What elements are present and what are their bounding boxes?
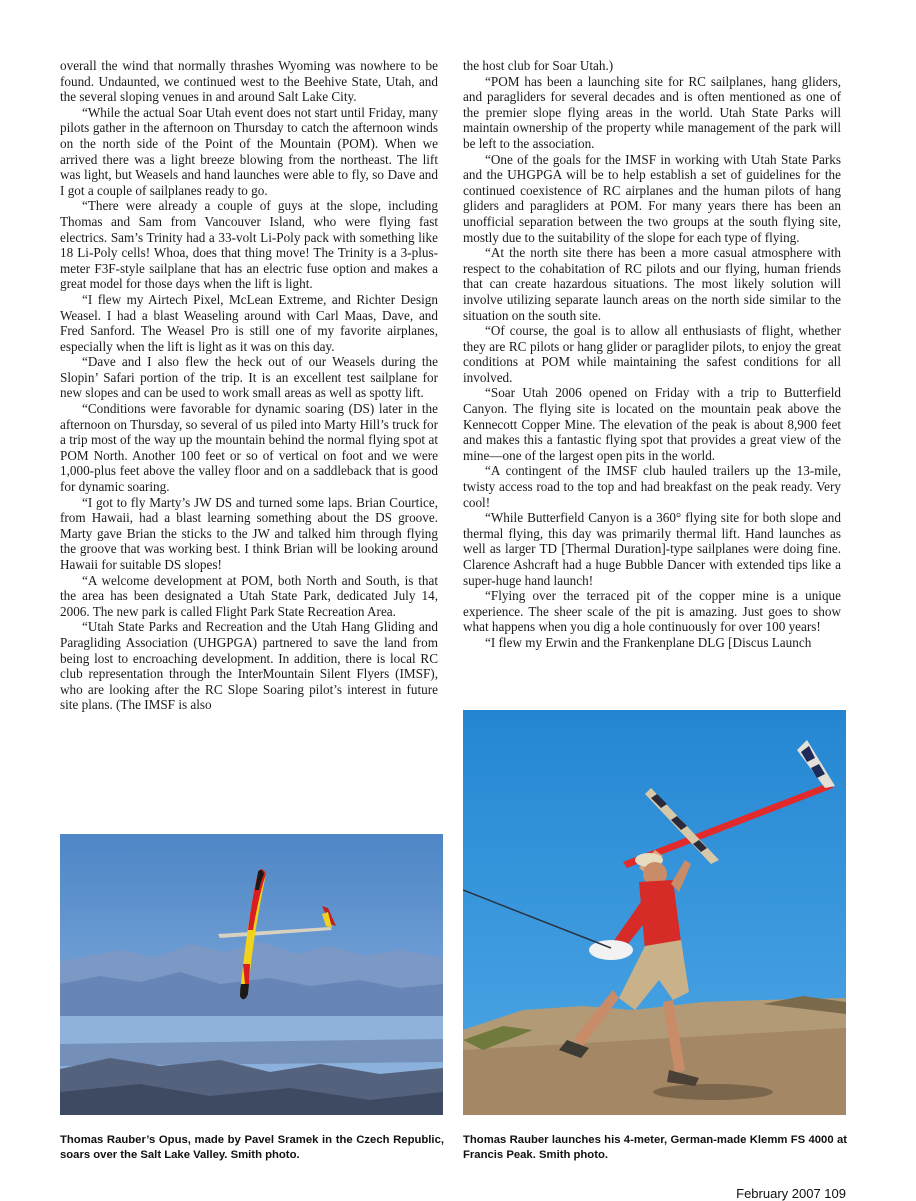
photo-caption-left: Thomas Rauber’s Opus, made by Pavel Sramek in the Czech Republic, soars over the Salt Lake Valley. Smith photo. [60,1134,444,1161]
paragraph: “Flying over the terraced pit of the copper mine is a unique experience. The sheer scale of the pit is amazing. Just goes to show what happens when you dig a hole continuously for over 100 years! [463,588,841,635]
paragraph: “I flew my Erwin and the Frankenplane DLG [Discus Launch [485,634,812,650]
paragraph: “At the north site there has been a more casual atmosphere with respect to the cohabitation of RC pilots and our flying, human friends that can create hazardous situations. The most likely solution will involve utilizing separate launch areas on the north side similar to the situation on the south site. [463,245,841,323]
launch-photo-illustration [463,710,846,1115]
paragraph: overall the wind that normally thrashes Wyoming was nowhere to be found. Undaunted, we continued west to the Beehive State, Utah, and the several sloping venues in and around Salt Lake City. [60,58,438,105]
paragraph: “While Butterfield Canyon is a 360° flying site for both slope and thermal flying, this day was primarily thermal lift. Hand launches as well as larger TD [Thermal Duration]-type sailplanes were doing fine. Clarence Ashcraft had a huge Bubble Dancer with extended tips like a super-huge hand launch! [463,510,841,588]
photo-caption-right: Thomas Rauber launches his 4-meter, German-made Klemm FS 4000 at Francis Peak. Smith photo. [463,1134,847,1161]
paragraph: “A contingent of the IMSF club hauled trailers up the 13-mile, twisty access road to the top and had breakfast on the peak ready. Very cool! [463,463,841,510]
paragraph: “Of course, the goal is to allow all enthusiasts of flight, whether they are RC pilots or hang glider or paraglider pilots, to enjoy the great conditions at POM while maintaining the safest conditions for all involved. [463,323,841,385]
paragraph: “A welcome development at POM, both North and South, is that the area has been designated a Utah State Park, dedicated July 14, 2006. The new park is called Flight Park State Recreation Area. [60,572,438,619]
paragraph: “Conditions were favorable for dynamic soaring (DS) later in the afternoon on Thursday, so several of us piled into Marty Hill’s truck for a trip most of the way up the mountain behind the normal flying spot at POM North. Another 100 feet or so of vertical on foot and we were 1,000-plus feet above the valley floor and on a saddleback that is good for dynamic soaring. [60,401,438,495]
paragraph: “I flew my Airtech Pixel, McLean Extreme, and Richter Design Weasel. I had a blast Weaseling around with Carl Maas, Dave, and Fred Sanford. The Weasel Pro is still one of my favorite airplanes, especially when the lift is light as it was on this day. [60,291,438,354]
paragraph: “Soar Utah 2006 opened on Friday with a trip to Butterfield Canyon. The flying site is located on the mountain peak above the Kennecott Copper Mine. The elevation of the peak is about 8,900 feet and makes this a fantastic flying spot that provides a great view of the mine—one of the largest open pits in the world. [463,385,841,463]
paragraph: “One of the goals for the IMSF in working with Utah State Parks and the UHGPGA will be to help establish a set of guidelines for the continued coexistence of RC airplanes and the human pilots of hang gliders and paragliders at POM. For many years there has been an unofficial separation between the two groups at the south flying site, mostly due to the suitability of the slope for each type of flying. [463,151,841,245]
paragraph: “Utah State Parks and Recreation and the Utah Hang Gliding and Paragliding Association (UHGPGA) partnered to save the land from being lost to encroaching development. In addition, there is local RC club representation through the InterMountain Silent Flyers (IMSF), who are looking after the RC Slope Soaring pilot’s interest in future site plans. (The IMSF is also [60,619,438,713]
article-column-left [60,58,438,713]
photo-opus-sailplane [60,834,443,1115]
photo-klemm-launch [463,710,846,1115]
paragraph: “POM has been a launching site for RC sailplanes, hang gliders, and paragliders for several decades and is often mentioned as one of the premier slope flying areas in the world. Utah State Parks will maintain ownership of the property while management of the park will be left to the association. [463,73,841,151]
paragraph: “I got to fly Marty’s JW DS and turned some laps. Brian Courtice, from Hawaii, had a blast learning something about the DS groove. Marty gave Brian the sticks to the JW and talked him through flying the groove that was working best. I think Brian will be looking around Hawaii for suitable DS slopes! [60,494,438,572]
paragraph: “Dave and I also flew the heck out of our Weasels during the Slopin’ Safari portion of the trip. It is an excellent test sailplane for new slopes and can be used to work small areas as well as spotty lift. [60,354,438,401]
paragraph: “While the actual Soar Utah event does not start until Friday, many pilots gather in the afternoon on Thursday to catch the afternoon winds on the north side of the Point of the Mountain (POM). When we arrived there was a light breeze blowing from the northeast. The lift was light, but Weasels and hand launches were able to fly, so Dave and I got a couple of sailplanes ready to go. [60,104,438,198]
page-folio: February 2007 109 [736,1186,846,1201]
opus-photo-illustration [60,834,443,1115]
article-column-right [463,58,841,651]
paragraph: the host club for Soar Utah.) [463,58,614,73]
paragraph: “There were already a couple of guys at the slope, including Thomas and Sam from Vancouver Island, who were flying fast electrics. Sam’s Trinity had a 33-volt Li-Poly pack with something like 18 Li-Poly cells! Whoa, does that thing move! The Trinity is a 3-plus-meter F3F-style sailplane that has an electric fuse option and makes a great model for those days when the lift is light. [60,198,438,292]
